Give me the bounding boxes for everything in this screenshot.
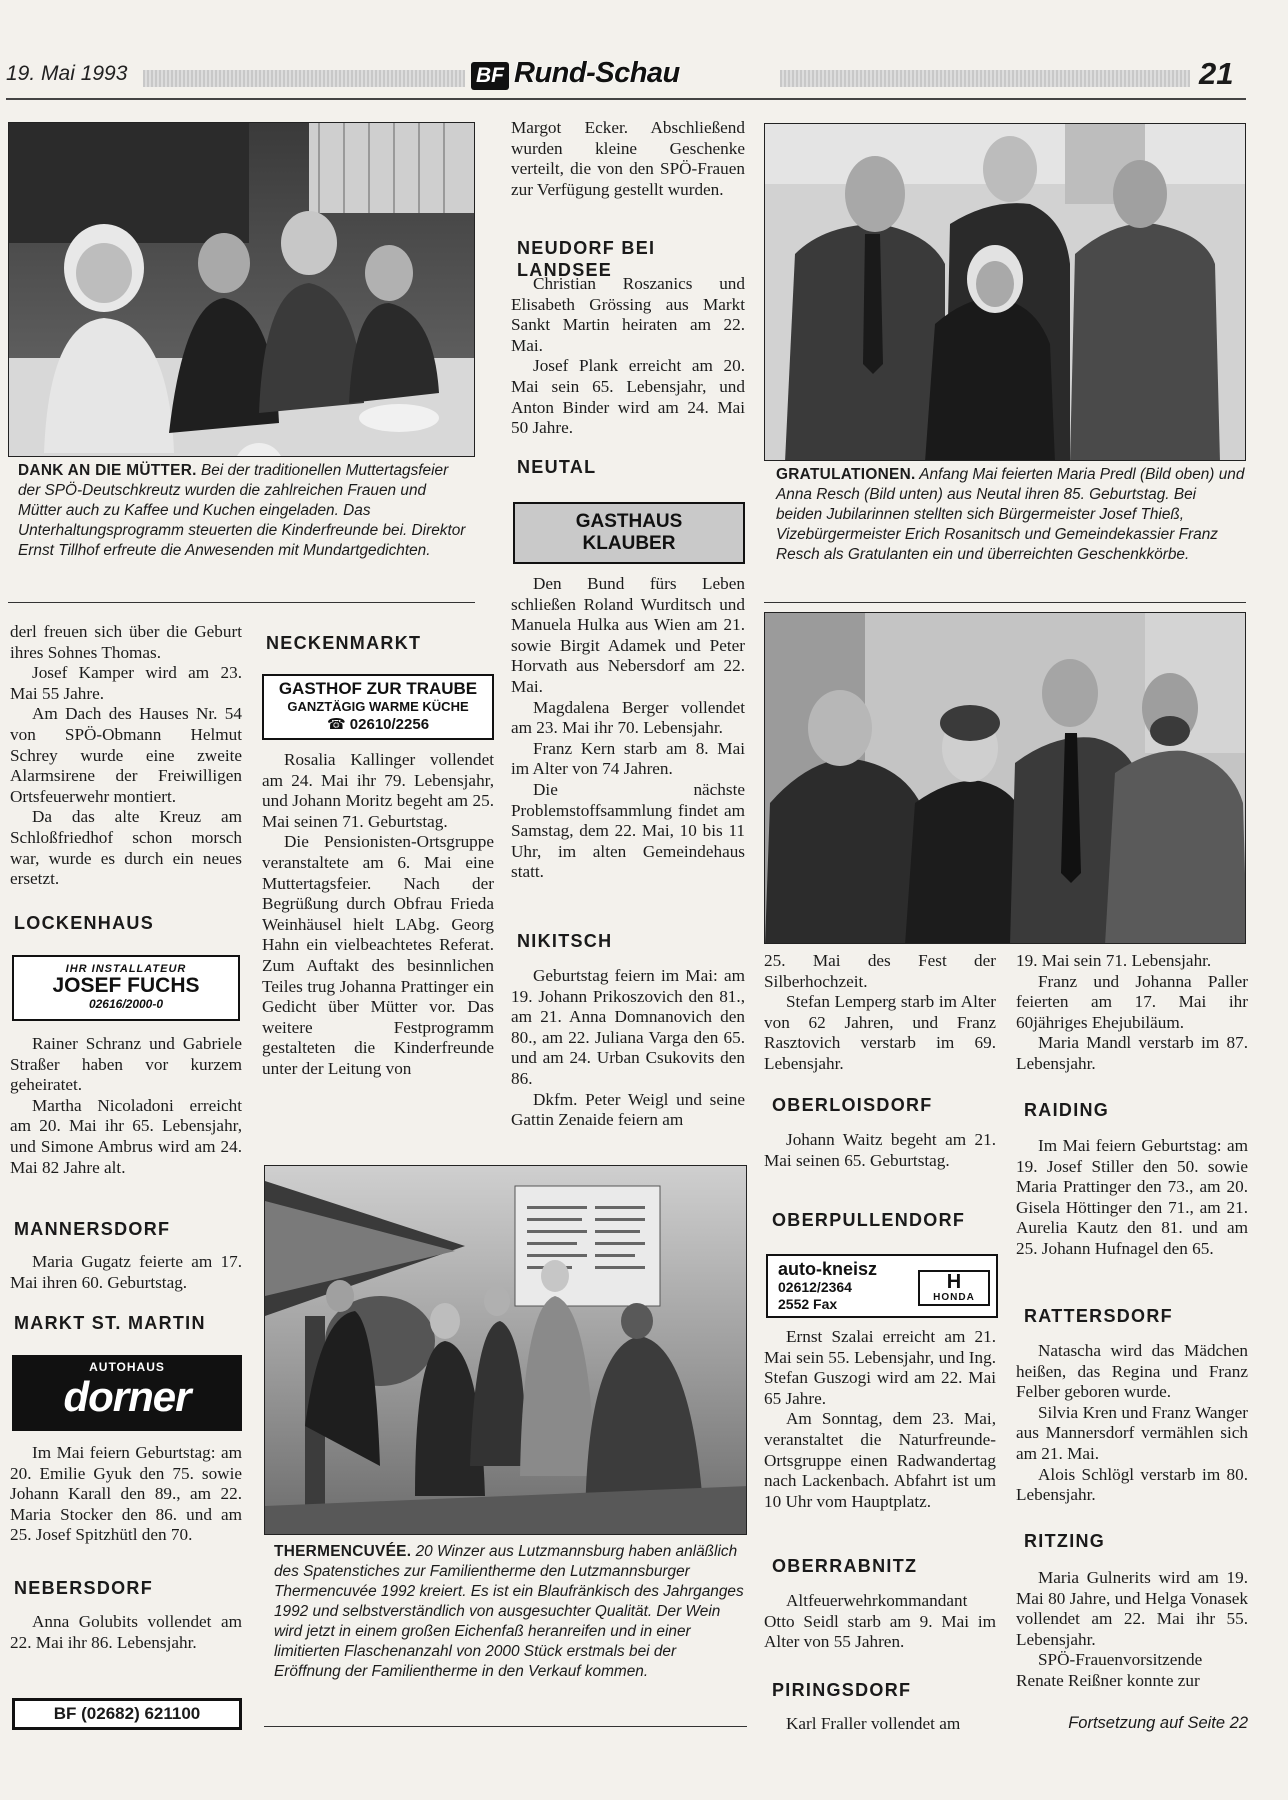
paragraph: Johann Waitz begeht am 21. Mai seinen 65. Geburtstag. [764, 1130, 996, 1170]
heading-oberloisdorf: OBERLOISDORF [768, 1094, 1000, 1116]
ad-line: 02612/2364 [778, 1279, 852, 1295]
paragraph: Martha Nicoladoni erreicht am 20. Mai ihr 65. Lebensjahr, und Simone Ambrus wird am 24. Mai 82 Jahre alt. [10, 1095, 242, 1177]
paragraph: Natascha wird das Mädchen heißen, das Regina und Franz Felber geboren wurde. [1016, 1341, 1248, 1402]
paragraph: Da das alte Kreuz am Schloßfriedhof schon morsch war, wurde es durch ein neues ersetzt. [10, 807, 242, 889]
heading-oberrabnitz: OBERRABNITZ [768, 1555, 1000, 1577]
paragraph: Josef Plank erreicht am 20. Mai sein 65. Lebensjahr, und Anton Binder wird am 24. Mai 50 Jahre. [511, 356, 745, 438]
col1-mstm-text [10, 1443, 242, 1546]
header-bottom-rule [6, 98, 1246, 100]
ad-gasthof-zur-traube [262, 674, 494, 740]
col1-mannersdorf-text [10, 1252, 242, 1293]
page-header [0, 52, 1288, 96]
heading-nebersdorf: NEBERSDORF [10, 1577, 242, 1599]
photo-gratulationen-predl-image [765, 124, 1246, 461]
ad-line: 2552 Fax [778, 1296, 838, 1312]
ad-line: JOSEF FUCHS [52, 974, 200, 997]
ad-josef-fuchs [12, 955, 240, 1021]
photo-gratulationen-predl [764, 123, 1246, 461]
col3-intro [511, 118, 745, 200]
header-rule-left [143, 70, 465, 87]
caption-rule-3 [764, 602, 1246, 603]
heading-neudorf-bei-landsee: NEUDORF BEI LANDSEE [513, 237, 745, 259]
paragraph: Maria Mandl verstarb im 87. Lebensjahr. [1016, 1033, 1248, 1073]
caption-thermencuvee [274, 1542, 745, 1682]
ad-line: ☎ 02610/2256 [326, 716, 430, 733]
paragraph: Geburtstag feiern im Mai: am 19. Johann Prikoszovich den 81., am 21. Anna Domnanovich den 80., am 22. Juliana Varga den 65. und am 24. Urban Csukovits den 86. [511, 966, 745, 1088]
paragraph: Im Mai feiern Geburtstag: am 19. Josef Stiller den 50. sowie Maria Prattinger den 73., am 20. Gisela Höttinger den 71., am 21. Aurelia Kautz den 81. und am 25. Johann Hufnagel den 65. [1016, 1136, 1248, 1258]
caption-headline: GRATULATIONEN. [776, 466, 916, 483]
paragraph: 19. Mai sein 71. Lebensjahr. [1016, 951, 1212, 970]
col4-oberrabnitz-text [764, 1591, 996, 1653]
photo-thermencuvee [264, 1165, 747, 1535]
bf-logo: BF [471, 62, 509, 90]
col3-nikitsch-text [511, 966, 745, 1131]
caption-headline: DANK AN DIE MÜTTER. [18, 462, 197, 479]
heading-neutal: NEUTAL [513, 456, 745, 478]
paragraph: Dkfm. Peter Weigl und seine Gattin Zenaide feiern am [511, 1089, 745, 1130]
honda-logo [918, 1270, 990, 1306]
photo-muttertagsfeier [8, 122, 475, 457]
heading-oberpullendorf: OBERPULLENDORF [768, 1209, 1000, 1231]
ad-line: GASTHAUS [575, 511, 683, 532]
ad-line: IHR INSTALLATEUR [65, 963, 187, 975]
ad-line: 02616/2000-0 [88, 997, 164, 1011]
heading-nikitsch: NIKITSCH [513, 930, 745, 952]
paragraph: Franz Kern starb am 8. Mai im Alter von 74 Jahren. [511, 738, 745, 779]
ad-line: AUTOHAUS [89, 1360, 165, 1374]
heading-lockenhaus: LOCKENHAUS [10, 912, 242, 934]
ad-line: KLAUBER [582, 533, 676, 554]
paragraph: Die Pensionisten-Ortsgruppe veranstaltete am 6. Mai eine Muttertagsfeier. Nach der Begrüßung durch Obfrau Frieda Weinhäusel hielt LAbg. Georg Hahn ein vielbeachtetes Referat. Zum Auftakt des besinnlichen Teiles trug Johanna Prattinger ein Gedicht über Mütter vor. Das weitere Festprogramm gestalteten die Kinderfreunde unter der Leitung von [262, 832, 494, 1078]
col3-neudorf-text [511, 274, 745, 439]
paragraph: Altfeuerwehrkommandant Otto Seidl starb am 9. Mai im Alter von 55 Jahren. [764, 1591, 996, 1652]
paragraph: Anna Golubits vollendet am 22. Mai ihr 86. Lebensjahr. [10, 1612, 242, 1652]
ad-autohaus-dorner [12, 1355, 242, 1431]
caption-text: 20 Winzer aus Lutzmannsburg haben anläßlich des Spatenstiches zur Familientherme den Lutzmannsburger Thermencuvée 1992 kreiert. Es ist ein Blaufränkisch des Jahrganges 1992 und selbstverständlich von ausgesuchter Qualität. Der Wein wird jetzt in einem großen Eichenfaß heranreifen und in einer limitierten Flaschenanzahl von 2000 Stück erstmals bei der Eröffnung der Familientherme in den Verkauf kommen. [274, 1543, 744, 1680]
paragraph: Alois Schlögl verstarb im 80. Lebensjahr. [1016, 1464, 1248, 1505]
col5-raiding-text [1016, 1136, 1248, 1260]
col4-piringsdorf-text [764, 1714, 996, 1735]
issue-date: 19. Mai 1993 [6, 62, 128, 85]
paragraph: Ernst Szalai erreicht am 21. Mai sein 55. Lebensjahr, und Ing. Stefan Guszogi wird am 22. Mai 65 Jahre. [764, 1327, 996, 1408]
col5-rattersdorf-text [1016, 1341, 1248, 1506]
col1-lockenhaus-text [10, 1034, 242, 1178]
paragraph: Stefan Lemperg starb im Alter von 62 Jahren, und Franz Rasztovich verstarb im 69. Lebensjahr. [764, 992, 996, 1073]
col1-intro [10, 622, 242, 890]
ad-line: GASTHOF ZUR TRAUBE [278, 679, 478, 698]
photo-thermencuvee-image [265, 1166, 747, 1535]
heading-raiding: RAIDING [1020, 1099, 1248, 1121]
paragraph: Im Mai feiern Geburtstag: am 20. Emilie Gyuk den 75. sowie Johann Karall den 89., am 22. Maria Stocker den 86. und am 25. Josef Spitzhütl den 70. [10, 1443, 242, 1545]
col1-nebersdorf-text [10, 1612, 242, 1653]
paragraph: Margot Ecker. Abschließend wurden kleine Geschenke verteilt, die von den SPÖ-Frauen zur Verfügung gestellt wurden. [511, 118, 745, 199]
honda-h-icon: H [946, 1271, 962, 1293]
paragraph: Rainer Schranz und Gabriele Straßer haben vor kurzem geheiratet. [10, 1034, 242, 1095]
col2-text [262, 750, 494, 1080]
bf-contact-box: BF (02682) 621100 [12, 1698, 242, 1730]
caption-text: Bei der traditionellen Muttertagsfeier der SPÖ-Deutschkreutz wurden die zahlreichen Frauen und Mütter auch zu Kaffee und Kuchen eingeladen. Das Unterhaltungsprogramm steuerten die Kinderfreunde bei. Direktor Ernst Tillhof erfreute die Anwesenden mit Mundartgedichten. [18, 462, 466, 559]
paragraph: Karl Fraller vollendet am [786, 1714, 961, 1733]
paragraph: Josef Kamper wird am 23. Mai 55 Jahre. [10, 663, 242, 703]
heading-piringsdorf: PIRINGSDORF [768, 1679, 1000, 1701]
paragraph: Franz und Johanna Paller feierten am 17. Mai ihr 60jähriges Ehejubiläum. [1016, 971, 1248, 1032]
paragraph: derl freuen sich über die Geburt ihres Sohnes Thomas. [10, 622, 242, 662]
ad-auto-kneisz [766, 1254, 998, 1318]
caption-gratulationen [776, 465, 1246, 565]
paragraph: Am Sonntag, dem 23. Mai, veranstaltet die Naturfreunde-Ortsgruppe einen Radwandertag nach Lackenbach. Abfahrt ist um 10 Uhr vom Hauptplatz. [764, 1409, 996, 1511]
photo-gratulationen-resch [764, 612, 1246, 944]
col4-intro [764, 951, 996, 1075]
ad-gasthaus-klauber [513, 502, 745, 564]
photo-gratulationen-resch-image [765, 613, 1246, 944]
ad-brand: dorner [63, 1373, 191, 1420]
col5-intro [1016, 951, 1248, 1075]
ad-line: auto-kneisz [778, 1259, 878, 1279]
paragraph: Christian Roszanics und Elisabeth Grössing aus Markt Sankt Martin heiraten am 22. Mai. [511, 274, 745, 355]
col4-oberpullendorf-text [764, 1327, 996, 1512]
col3-neutal-text [511, 574, 745, 883]
paragraph: Rosalia Kallinger vollendet am 24. Mai ihr 79. Lebensjahr, und Johann Moritz begeht am 25. Mai seinen 71. Geburtstag. [262, 750, 494, 831]
ad-line: GANZTÄGIG WARME KÜCHE [287, 699, 469, 714]
section-title: Rund-Schau [514, 57, 680, 89]
caption-rule-1 [8, 602, 475, 603]
photo-muttertagsfeier-image [9, 123, 475, 457]
continued-on-page: Fortsetzung auf Seite 22 [1068, 1714, 1248, 1732]
paragraph: Magdalena Berger vollendet am 23. Mai ihr 70. Lebensjahr. [511, 697, 745, 738]
caption-dank-an-die-muetter [18, 461, 473, 561]
caption-text: Anfang Mai feierten Maria Predl (Bild oben) und Anna Resch (Bild unten) aus Neutal ihren 85. Geburtstag. Bei beiden Jubilarinnen stellten sich Bürgermeister Josef Thieß, Vizebürgermeister Erich Rosanitsch und Gemeindekassier Franz Resch als Gratulanten ein und überreichten Geschenkkörbe. [776, 466, 1245, 563]
heading-mannersdorf: MANNERSDORF [10, 1218, 242, 1240]
paragraph: Am Dach des Hauses Nr. 54 von SPÖ-Obmann Helmut Schrey wurde eine zweite Alarmsirene der Freiwilligen Ortsfeuerwehr montiert. [10, 704, 242, 806]
heading-ritzing: RITZING [1020, 1530, 1248, 1552]
honda-wordmark: HONDA [933, 1292, 975, 1303]
heading-rattersdorf: RATTERSDORF [1020, 1305, 1248, 1327]
paragraph: Maria Gugatz feierte am 17. Mai ihren 60. Geburtstag. [10, 1252, 242, 1292]
paragraph: Silvia Kren und Franz Wanger aus Mannersdorf vermählen sich am 21. Mai. [1016, 1402, 1248, 1463]
col5-ritzing-text [1016, 1568, 1248, 1692]
paragraph: 25. Mai des Fest der Silberhochzeit. [764, 951, 996, 991]
col4-oberloisdorf-text [764, 1130, 996, 1171]
caption-headline: THERMENCUVÉE. [274, 1543, 412, 1560]
paragraph: Die nächste Problemstoffsammlung findet am Samstag, dem 22. Mai, 10 bis 11 Uhr, im alten Gemeindehaus statt. [511, 779, 745, 882]
paragraph: Den Bund fürs Leben schließen Roland Wurditsch und Manuela Hulka aus Wien am 21. sowie Birgit Adamek und Peter Horvath aus Nebersdorf am 22. Mai. [511, 574, 745, 696]
heading-markt-st-martin: MARKT ST. MARTIN [10, 1312, 242, 1334]
paragraph: Maria Gulnerits wird am 19. Mai 80 Jahre, und Helga Vonasek vollendet am 22. Mai ihr 55. Lebensjahr. [1016, 1568, 1248, 1649]
heading-neckenmarkt: NECKENMARKT [262, 632, 494, 654]
page-number: 21 [1199, 56, 1234, 91]
caption-rule-2 [264, 1726, 747, 1727]
header-rule-right [780, 70, 1190, 87]
paragraph: SPÖ-Frauenvorsitzende Renate Reißner konnte zur [1016, 1650, 1203, 1690]
